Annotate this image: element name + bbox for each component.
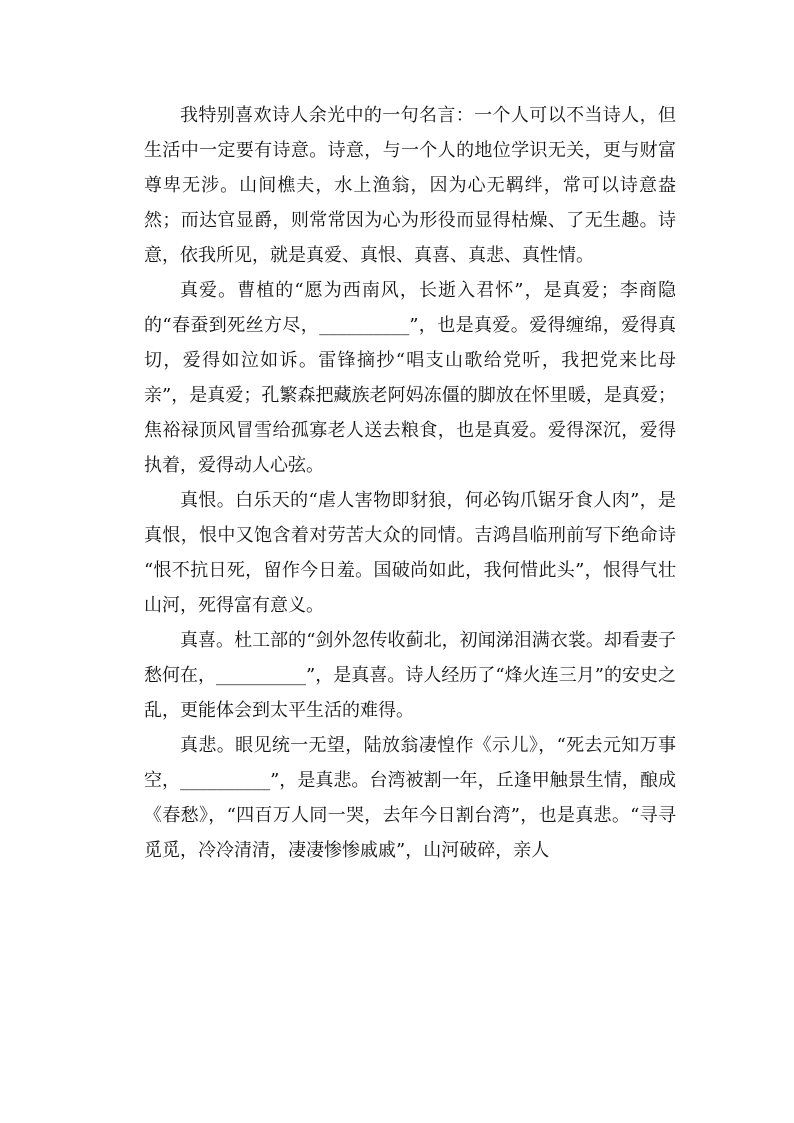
- article-body: [144, 98, 676, 868]
- paragraph-true-joy: 真喜。杜工部的“剑外忽传收蓟北，初闻涕泪满衣裳。却看妻子愁何在，__________”，是真喜。诗人经历了“烽火连三月”的安史之乱，更能体会到太平生活的难得。: [144, 630, 676, 721]
- paragraph-intro: 我特别喜欢诗人余光中的一句名言：一个人可以不当诗人，但生活中一定要有诗意。诗意，与一个人的地位学识无关，更与财富尊卑无涉。山间樵夫，水上渔翁，因为心无羁绊，常可以诗意盎然；而达官显爵，则常常因为心为形役而显得枯燥、了无生趣。诗意，依我所见，就是真爱、真恨、真喜、真悲、真性情。: [144, 105, 676, 266]
- paragraph-true-sorrow: 真悲。眼见统一无望，陆放翁凄惶作《示儿》，“死去元知万事空，__________”，是真悲。台湾被割一年，丘逢甲触景生情，酿成《春愁》，“四百万人同一哭，去年今日割台湾”，也是真悲。“寻寻觅觅，冷冷清清，凄凄惨惨戚戚”，山河破碎，亲人: [144, 735, 676, 861]
- paragraph-true-love: 真爱。曹植的“愿为西南风，长逝入君怀”，是真爱；李商隐的“春蚕到死丝方尽，__________”，也是真爱。爱得缠绵，爱得真切，爱得如泣如诉。雷锋摘抄“唱支山歌给党听，我把党来比母亲”，是真爱；孔繁森把藏族老阿妈冻僵的脚放在怀里暖，是真爱；焦裕禄顶风冒雪给孤寡老人送去粮食，也是真爱。爱得深沉，爱得执着，爱得动人心弦。: [144, 280, 676, 476]
- paragraph-true-hate: 真恨。白乐天的“虐人害物即豺狼，何必钩爪锯牙食人肉”，是真恨，恨中又饱含着对劳苦大众的同情。吉鸿昌临刑前写下绝命诗 “恨不抗日死，留作今日羞。国破尚如此，我何惜此头”，恨得气壮山河，死得富有意义。: [144, 490, 676, 616]
